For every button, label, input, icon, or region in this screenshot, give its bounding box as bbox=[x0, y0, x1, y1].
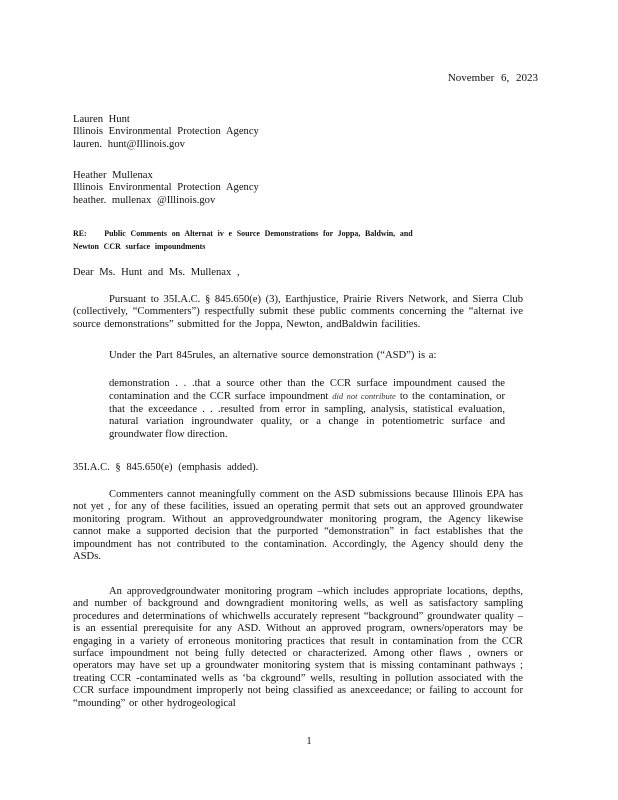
paragraph-4 bbox=[73, 586, 523, 710]
paragraph-2-text: Under the Part 845rules, an alternative source demonstration (“ASD”) is a: bbox=[109, 350, 437, 361]
citation: 35I.A.C. § 845.650(e) (emphasis added). bbox=[73, 462, 259, 473]
recipient-block-1 bbox=[73, 114, 543, 151]
subject-text-1: Public Comments on Alternat iv e Source Demonstrations for Joppa, Baldwin, and bbox=[104, 228, 413, 238]
quote-text-b: to the contamination, or that the exceedance . . .resulted from error in sampling, analysis, statistical evaluation, natural variation ingroundwater quality, or a change in potentiometric surface and groundwater flow direction. bbox=[109, 391, 505, 440]
paragraph-3-text: Commenters cannot meaningfully comment on the ASD submissions because Illinois EPA has not yet , for any of these facilities, issued an operating permit that sets out an approved groundwater monitoring program. Without an approvedgroundwater monitoring program, the Agency likewise cannot make a supported decision that the purported “demonstration” in fact establishes that the impoundment has not contributed to the contamination. Accordingly, the Agency should deny the ASDs. bbox=[73, 489, 523, 563]
recipient-agency: Illinois Environmental Protection Agency bbox=[73, 126, 259, 138]
paragraph-2 bbox=[109, 350, 523, 362]
subject-line bbox=[73, 227, 487, 253]
subject-label: RE: bbox=[73, 228, 87, 238]
recipient-name: Lauren Hunt bbox=[73, 114, 130, 125]
recipient-agency: Illinois Environmental Protection Agency bbox=[73, 182, 259, 194]
recipient-email: lauren. hunt@Illinois.gov bbox=[73, 138, 185, 150]
quote-emphasis: did not contribute bbox=[332, 391, 396, 402]
subject-text-2: Newton CCR surface impoundments bbox=[73, 241, 206, 251]
salutation: Dear Ms. Hunt and Ms. Mullenax , bbox=[73, 267, 240, 278]
page-number: 1 bbox=[306, 736, 312, 747]
quote-text-a: demonstration . . .that a source other than the CCR surface impoundment caused the contamination and the CCR surface impoundment bbox=[109, 378, 505, 403]
paragraph-1-text: Pursuant to 35I.A.C. § 845.650(e) (3), Earthjustice, Prairie Rivers Network, and Sierra Club (collectively, “Commenters”) respectfully submit these public comments concerning the “alternat ive source demonstrations” submitted for the Joppa, Newton, andBaldwin facilities. bbox=[73, 294, 523, 330]
letter-date: November 6, 2023 bbox=[447, 72, 538, 84]
recipient-name: Heather Mullenax bbox=[73, 170, 153, 181]
block-quote bbox=[109, 378, 505, 441]
paragraph-3 bbox=[73, 489, 523, 563]
recipient-block-2 bbox=[73, 170, 543, 207]
paragraph-4-text: An approvedgroundwater monitoring program –which includes appropriate locations, depths, and number of background and downgradient monitoring wells, as well as satisfactory sampling procedures and determinations of whichwells accurately represent “background” groundwater quality –is an essential prerequisite for any ASD. Without an approved program, owners/operators may be engaging in a variety of erroneous monitoring practices that result in contamination from the CCR surface impoundment not being fully detected or characterized. Among other flaws , owners or operators may have set up a groundwater monitoring system that is missing contaminant pathways ; treating CCR -contaminated wells as ‘ba ckground” wells, resulting in pollution associated with the CCR surface impoundment improperly not being classified as anexceedance; or failing to account for “mounding” or other hydrogeological bbox=[73, 586, 523, 709]
paragraph-1 bbox=[73, 294, 523, 331]
recipient-email: heather. mullenax @Illinois.gov bbox=[73, 194, 216, 206]
